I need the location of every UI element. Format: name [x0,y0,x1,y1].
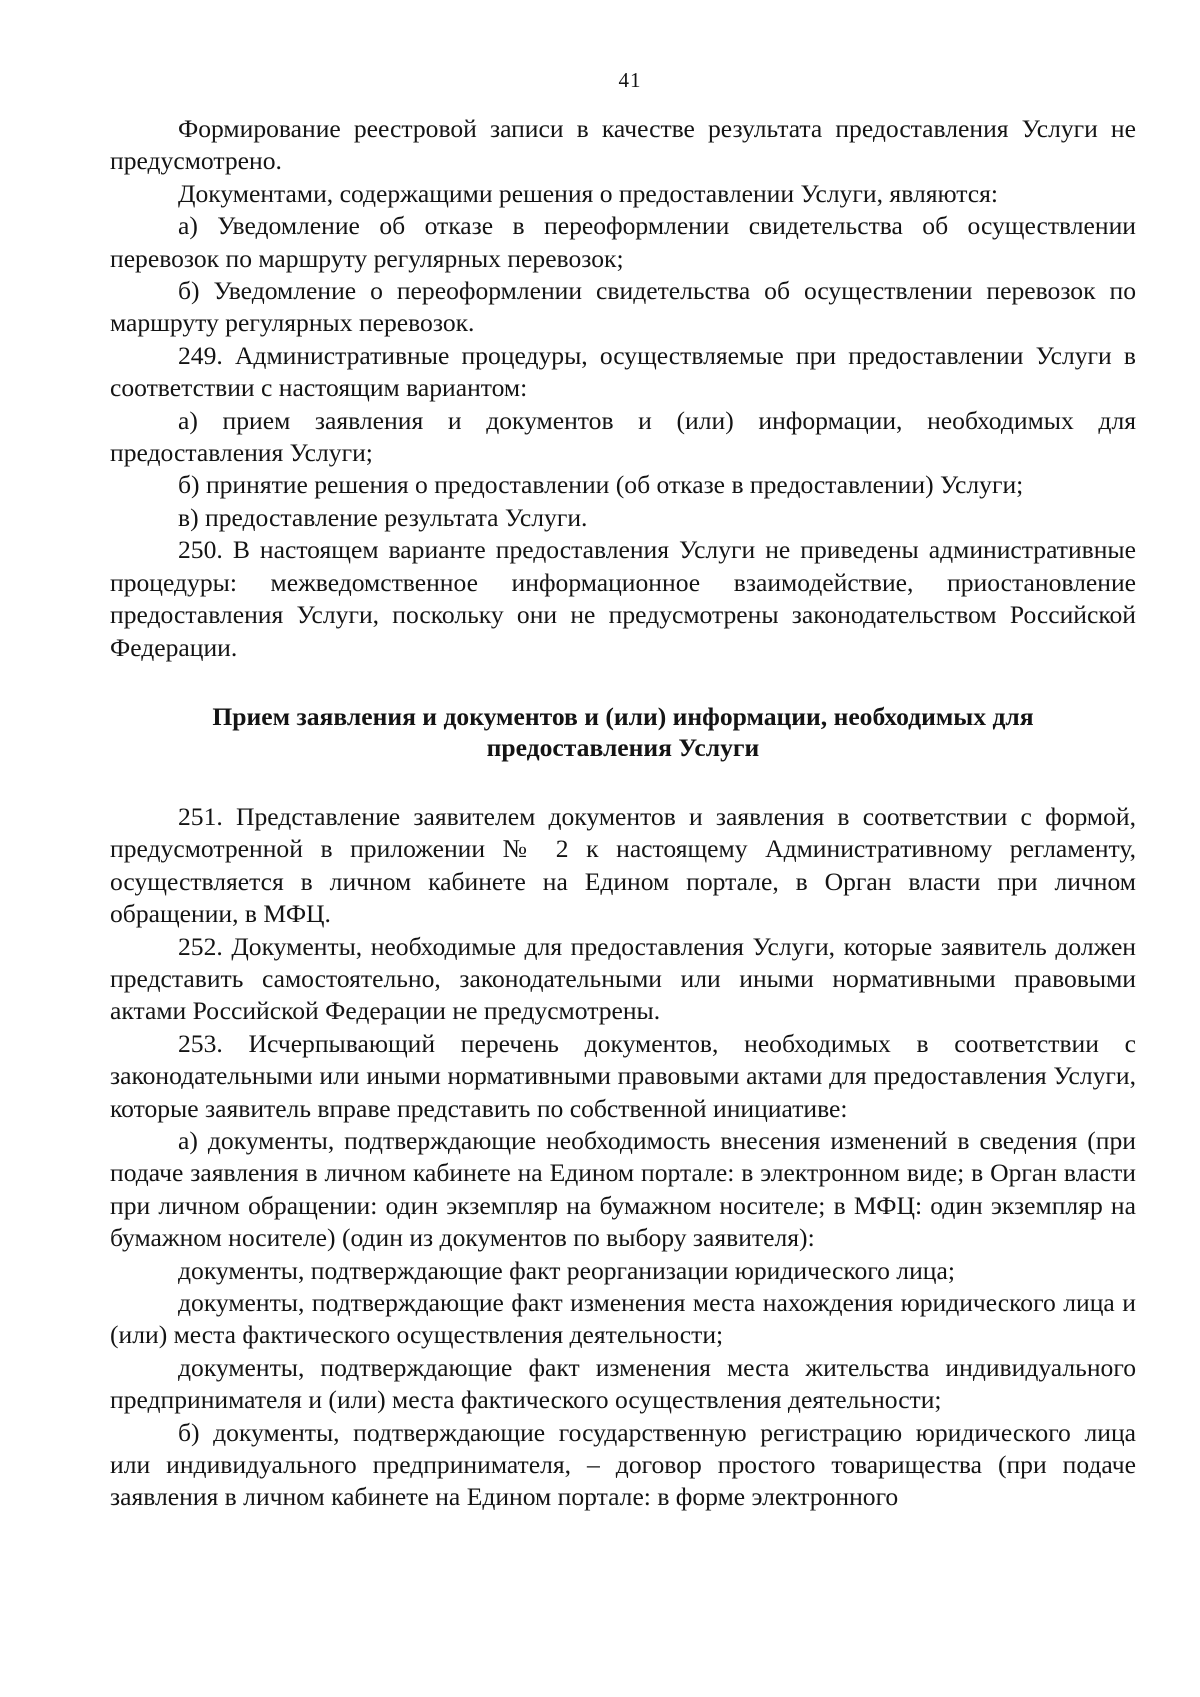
paragraph-249: 249. Административные процедуры, осуществляемые при предоставлении Услуги в соответствии с настоящим вариантом: [110,340,1136,403]
section-application-intake [110,801,1136,1514]
section-heading-line-1: Прием заявления и документов и (или) информации, необходимых для [212,701,1034,731]
paragraph-252: 252. Документы, необходимые для предоставления Услуги, которые заявитель должен представить самостоятельно, законодательными или иными нормативными правовыми актами Российской Федерации не предусмотрены. [110,931,1136,1026]
paragraph-253: 253. Исчерпывающий перечень документов, необходимых в соответствии с законодательными или иными нормативными правовыми актами для предоставления Услуги, которые заявитель вправе представить по собственной инициативе: [110,1028,1136,1123]
paragraph-253-a: а) документы, подтверждающие необходимость внесения изменений в сведения (при подаче заявления в личном кабинете на Едином портале: в электронном виде; в Орган власти при личном обращении: один экземпляр на бумажном носителе; в МФЦ: один экземпляр на бумажном носителе) (один из документов по выбору заявителя): [110,1125,1136,1253]
paragraph-250: 250. В настоящем варианте предоставления Услуги не приведены административные процедуры: межведомственное информационное взаимодействие, приостановление предоставления Услуги, поскольку они не предусмотрены законодательством Российской Федерации. [110,535,1136,662]
section-heading [120,701,1126,763]
paragraph-decision-documents: Документами, содержащими решения о предоставлении Услуги, являются: [178,178,999,208]
paragraph-reorganization: документы, подтверждающие факт реорганизации юридического лица; [178,1255,955,1285]
paragraph-location-change: документы, подтверждающие факт изменения места нахождения юридического лица и (или) места фактического осуществления деятельности; [110,1288,1136,1350]
paragraph-249-c: в) предоставление результата Услуги. [178,502,588,532]
paragraph-253-b: б) документы, подтверждающие государственную регистрацию юридического лица или индивидуального предпринимателя, – договор простого товарищества (при подаче заявления в личном кабинете на Едином портале: в форме электронного [110,1417,1136,1512]
section-heading-line-2: предоставления Услуги [486,732,760,762]
section-outcome [110,113,1136,664]
page-number: 41 [618,68,642,92]
paragraph-251: 251. Представление заявителем документов и заявления в соответствии с формой, предусмотренной в приложении № 2 к настоящему Административному регламенту, осуществляется в личном кабинете на Едином портале, в Орган власти при личном обращении, в МФЦ. [110,801,1136,929]
paragraph-registry-record: Формирование реестровой записи в качестве результата предоставления Услуги не предусмотрено. [110,114,1136,176]
paragraph-item-a-refusal: а) Уведомление об отказе в переоформлении свидетельства об осуществлении перевозок по маршруту регулярных перевозок; [110,211,1136,273]
paragraph-residence-change: документы, подтверждающие факт изменения места жительства индивидуального предпринимателя и (или) места фактического осуществления деятельности; [110,1352,1136,1415]
paragraph-249-a: а) прием заявления и документов и (или) информации, необходимых для предоставления Услуги; [110,405,1136,468]
paragraph-249-b: б) принятие решения о предоставлении (об отказе в предоставлении) Услуги; [178,470,1024,500]
paragraph-item-b-notice: б) Уведомление о переоформлении свидетельства об осуществлении перевозок по маршруту регулярных перевозок. [110,276,1136,338]
